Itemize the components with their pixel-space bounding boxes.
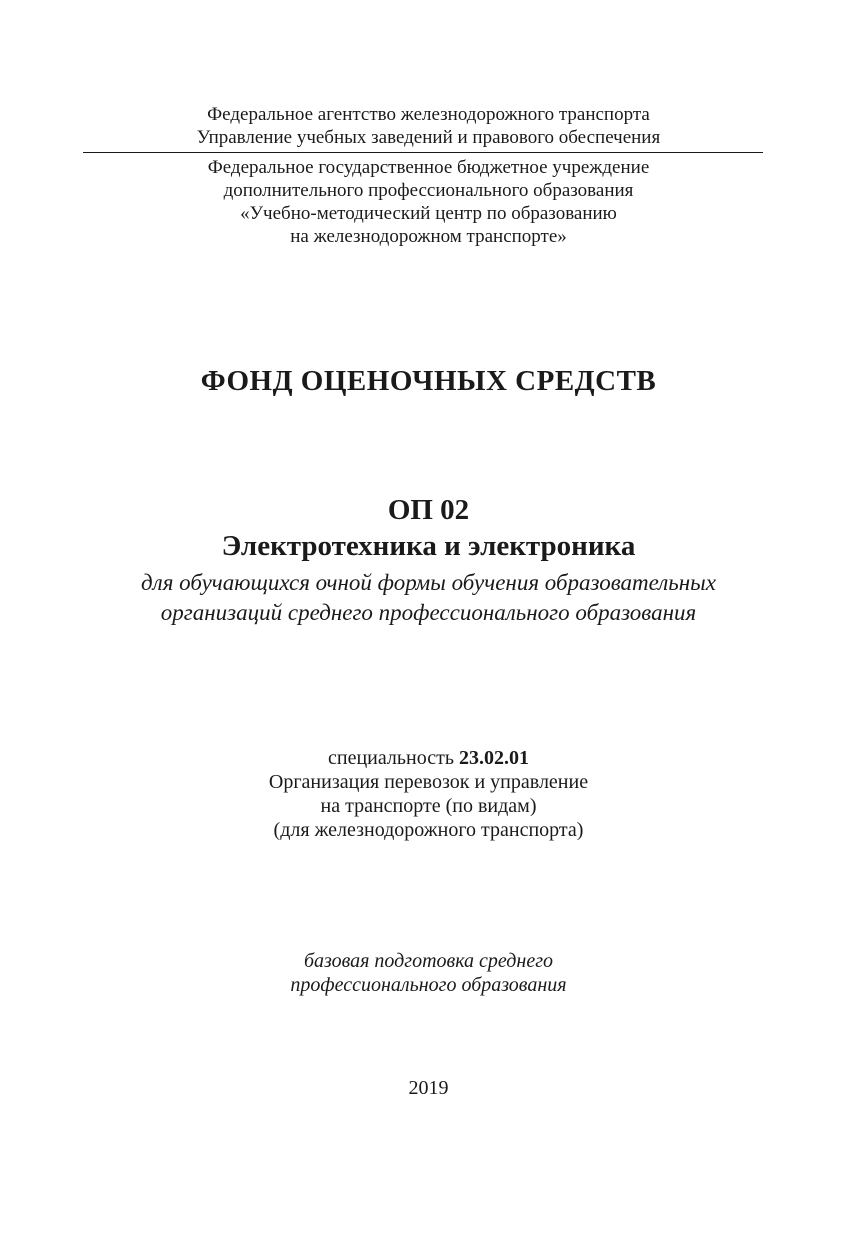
audience-line: для обучающихся очной формы обучения образовательных [141, 570, 716, 595]
specialty-line: Организация перевозок и управление [268, 771, 589, 793]
audience-line: организаций среднего профессионального образования [160, 600, 697, 625]
institution-line: дополнительного профессионального образования [223, 180, 634, 201]
publication-year-text: 2019 [408, 1077, 449, 1099]
specialty-code-line [0, 746, 857, 770]
document-title [0, 363, 857, 399]
document-title-text: ФОНД ОЦЕНОЧНЫХ СРЕДСТВ [200, 365, 657, 397]
agency-line: Федеральное агентство железнодорожного транспорта [207, 104, 650, 125]
discipline-code: ОП 02 [387, 494, 470, 526]
institution-line: Федеральное государственное бюджетное учреждение [207, 157, 650, 178]
institution-line: «Учебно-методический центр по образованию [240, 203, 617, 224]
training-line: базовая подготовка среднего [303, 950, 554, 972]
training-line: профессионального образования [290, 974, 567, 996]
specialty-label: специальность [328, 747, 454, 769]
discipline-name: Электротехника и электроника [221, 530, 636, 562]
header-divider [83, 152, 763, 153]
specialty-line: (для железнодорожного транспорта) [273, 819, 584, 841]
agency-header [0, 103, 857, 149]
specialty-block [0, 746, 857, 842]
training-level [0, 949, 857, 997]
institution-header [0, 156, 857, 248]
agency-line: Управление учебных заведений и правового обеспечения [196, 127, 661, 148]
discipline-heading [0, 492, 857, 564]
specialty-line: на транспорте (по видам) [320, 795, 537, 817]
audience-description [0, 568, 857, 628]
publication-year [0, 1076, 857, 1100]
institution-line: на железнодорожном транспорте» [290, 226, 567, 247]
specialty-code: 23.02.01 [458, 747, 529, 769]
